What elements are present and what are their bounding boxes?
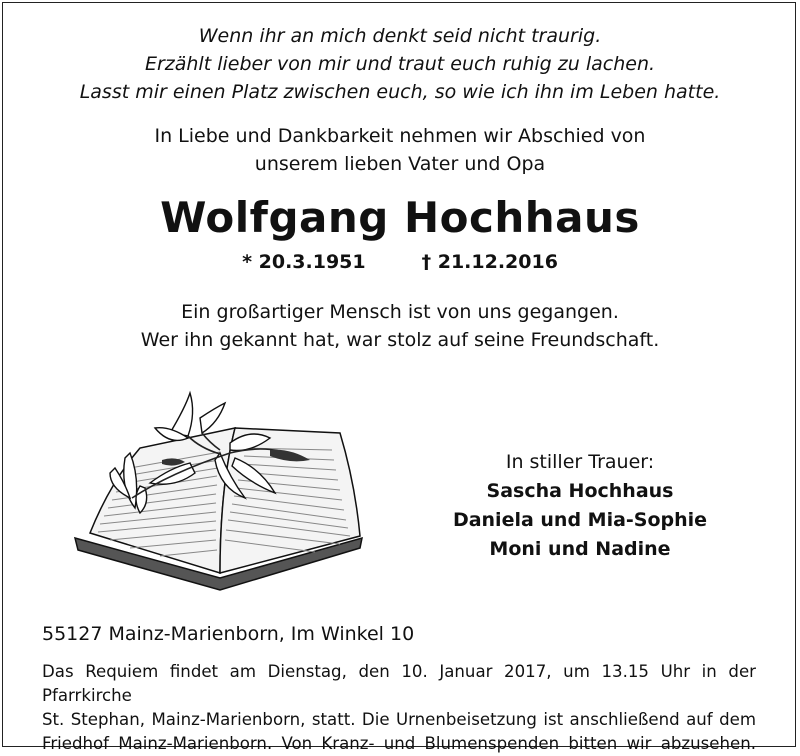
funeral-notice <box>42 660 756 756</box>
birth-date: * 20.3.1951 <box>242 251 366 273</box>
poem <box>0 22 800 106</box>
tribute-text <box>0 298 800 354</box>
tribute-line-2: Wer ihn gekannt hat, war stolz auf seine Freundschaft. <box>140 329 660 351</box>
mourners-block <box>420 448 740 564</box>
intro-text <box>0 122 800 178</box>
poem-line-2: Erzählt lieber von mir und traut euch ruhig zu lachen. <box>144 53 656 75</box>
open-book-with-lilies-icon <box>70 388 370 598</box>
mourners-heading: In stiller Trauer: <box>505 451 655 473</box>
mourner-name: Daniela und Mia-Sophie <box>452 509 708 531</box>
deceased-name: Wolfgang Hochhaus <box>160 193 640 242</box>
family-address: 55127 Mainz-Marienborn, Im Winkel 10 <box>42 623 415 645</box>
intro-line-1: In Liebe und Dankbarkeit nehmen wir Abschied von <box>154 125 646 147</box>
mourner-name: Sascha Hochhaus <box>486 480 674 502</box>
mourner-name: Moni und Nadine <box>489 538 671 560</box>
tribute-line-1: Ein großartiger Mensch ist von uns gegangen. <box>181 301 619 323</box>
intro-line-2: unserem lieben Vater und Opa <box>254 153 546 175</box>
life-dates <box>0 250 800 274</box>
death-date: † 21.12.2016 <box>421 251 558 273</box>
poem-line-3: Lasst mir einen Platz zwischen euch, so wie ich ihn im Leben hatte. <box>79 81 721 103</box>
poem-line-1: Wenn ihr an mich denkt seid nicht traurig. <box>198 25 602 47</box>
notice-line-1: Das Requiem findet am Dienstag, den 10. Januar 2017, um 13.15 Uhr in der Pfarrkirche <box>42 662 756 705</box>
notice-line-3: Friedhof Mainz-Marienborn. Von Kranz- und Blumenspenden bitten wir abzusehen. <box>42 734 756 753</box>
notice-line-2: St. Stephan, Mainz-Marienborn, statt. Die Urnenbeisetzung ist anschließend auf dem <box>42 710 756 729</box>
